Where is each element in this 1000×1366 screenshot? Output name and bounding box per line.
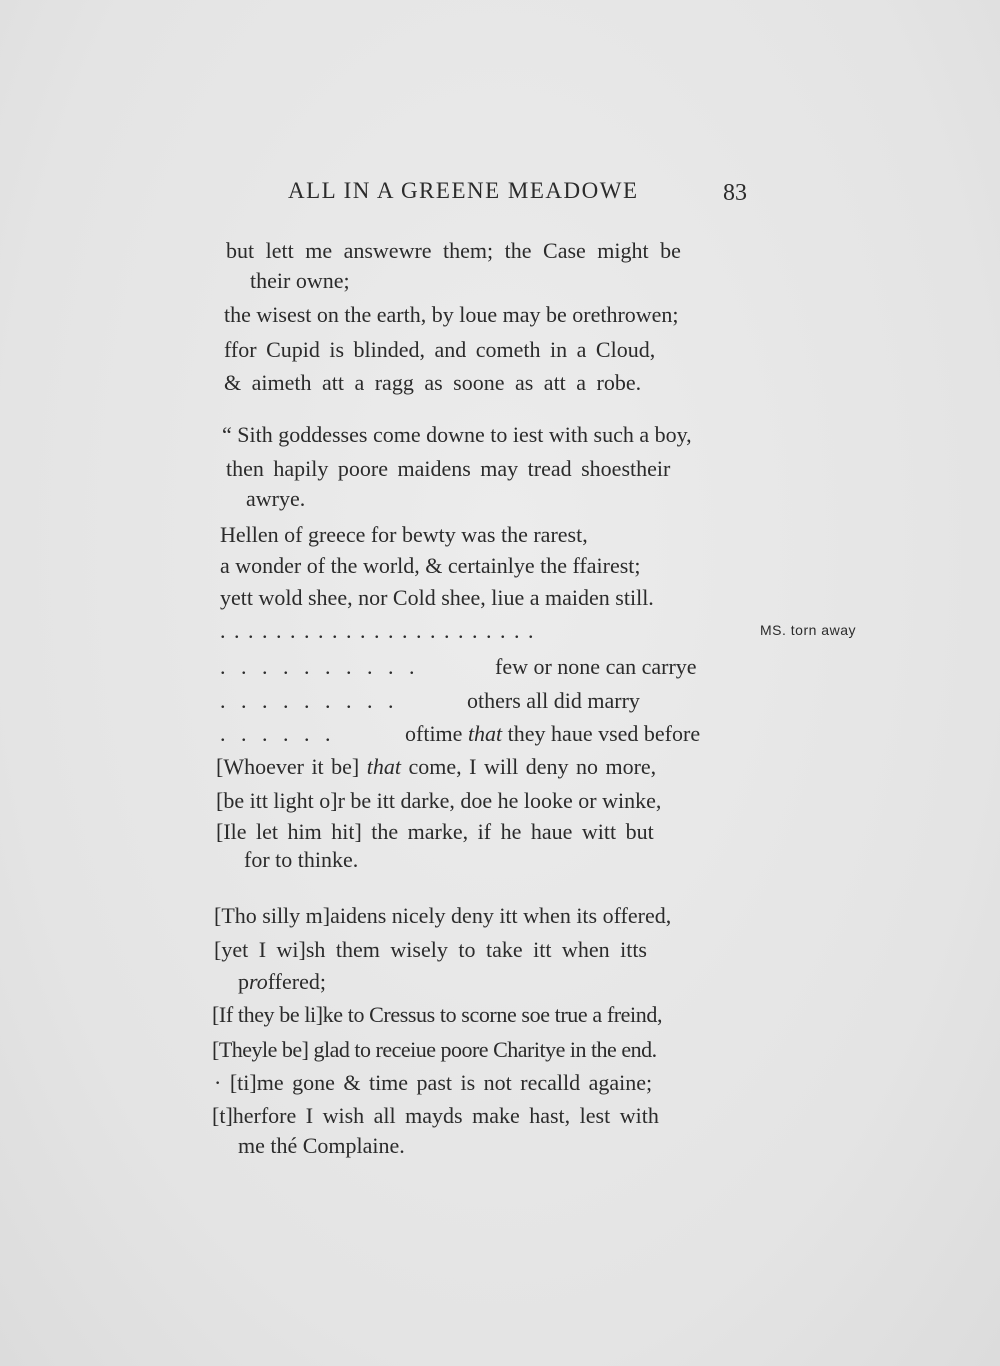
verse-fragment: oftime: [405, 721, 468, 746]
verse-line: for to thinke.: [244, 847, 359, 872]
verse-line: a wonder of the world, & certainlye the ffairest;: [220, 553, 641, 578]
page-number: 83: [723, 180, 747, 206]
verse-line: [If they be li]ke to Cressus to scorne soe true a freind,: [212, 1002, 663, 1027]
verse-line: [220, 719, 701, 749]
lacuna-dots: . . . . . . . . . .: [220, 654, 420, 679]
verse-fragment: they haue vsed before: [502, 721, 701, 746]
verse-line: · [ti]me gone & time past is not recalld againe;: [214, 1070, 653, 1095]
verse-line: [216, 752, 656, 782]
verse-line: & aimeth att a ragg as soone as att a robe.: [224, 370, 642, 395]
verse-line: [Tho silly m]aidens nicely deny itt when its offered,: [214, 903, 672, 928]
running-title: ALL IN A GREENE MEADOWE: [288, 178, 639, 203]
verse-fragment: ffered;: [267, 969, 326, 994]
verse-line: “ Sith goddesses come downe to iest with such a boy,: [222, 422, 692, 447]
verse-line: the wisest on the earth, by loue may be orethrowen;: [224, 302, 679, 327]
lacuna-dots: . . . . . .: [220, 721, 336, 746]
verse-line: [be itt light o]r be itt darke, doe he looke or winke,: [216, 788, 662, 813]
verse-line: their owne;: [250, 268, 350, 293]
verse-line: [238, 967, 326, 997]
verse-text: others all did marry: [467, 688, 640, 713]
verse-line: me thé Complaine.: [238, 1133, 405, 1158]
verse-line: [220, 686, 640, 716]
verse-fragment: come, I will deny no more,: [401, 754, 657, 779]
verse-line: then hapily poore maidens may tread shoestheir: [226, 456, 671, 481]
italic-expansion: that: [467, 721, 503, 746]
verse-line: [yet I wi]sh them wisely to take itt when itts: [214, 937, 647, 962]
verse-line: [220, 652, 697, 682]
lacuna-dots: . . . . . . . . .: [220, 688, 399, 713]
verse-text: few or none can carrye: [495, 654, 697, 679]
page-header: [288, 178, 758, 212]
lacuna-dots: . . . . . . . . . . . . . . . . . . . . . . .: [220, 618, 535, 643]
verse-fragment: [Whoever it be]: [216, 754, 367, 779]
verse-line: [t]herfore I wish all mayds make hast, lest with: [212, 1103, 659, 1128]
verse-fragment: p: [238, 969, 249, 994]
italic-expansion: that: [366, 754, 401, 779]
margin-note: MS. torn away: [760, 622, 856, 638]
verse-text: [405, 719, 700, 749]
verse-line: [Theyle be] glad to receiue poore Charitye in the end.: [212, 1037, 657, 1062]
verse-line: Hellen of greece for bewty was the rarest,: [220, 522, 588, 547]
verse-line: ffor Cupid is blinded, and cometh in a Cloud,: [224, 337, 656, 362]
verse-line: yett wold shee, nor Cold shee, liue a maiden still.: [220, 585, 654, 610]
italic-expansion: ro: [249, 969, 268, 994]
verse-line: awrye.: [246, 486, 306, 511]
verse-line: [Ile let him hit] the marke, if he haue witt but: [216, 819, 654, 844]
verse-line: but lett me answewre them; the Case might be: [226, 238, 681, 263]
